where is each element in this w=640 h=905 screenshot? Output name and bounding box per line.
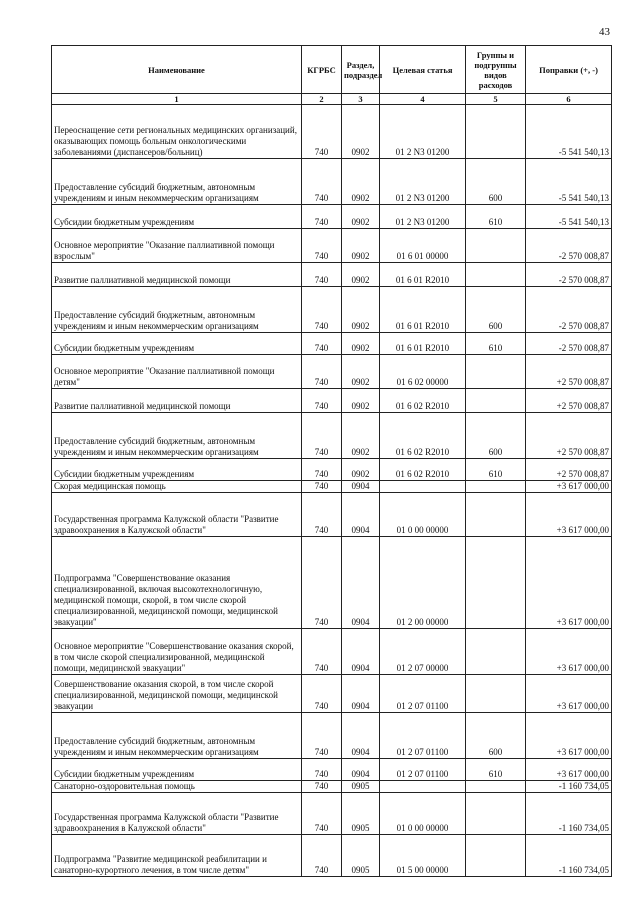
row-section: 0902: [342, 263, 380, 287]
row-target-article: 01 6 01 R2010: [380, 263, 466, 287]
row-kgrbs: 740: [302, 781, 342, 793]
row-amount: -1 160 734,05: [526, 793, 612, 835]
row-section: 0905: [342, 793, 380, 835]
row-section: 0905: [342, 781, 380, 793]
row-expense-type: 610: [466, 333, 526, 355]
row-kgrbs: 740: [302, 835, 342, 877]
table-row: [52, 105, 612, 159]
row-kgrbs: 740: [302, 537, 342, 629]
row-target-article: [380, 781, 466, 793]
row-name: Субсидии бюджетным учреждениям: [52, 759, 302, 781]
table-row: [52, 355, 612, 389]
row-expense-type: [466, 629, 526, 675]
row-section: 0904: [342, 493, 380, 537]
row-name: Предоставление субсидий бюджетным, автономным учреждениям и иным некоммерческим организациям: [52, 287, 302, 333]
row-kgrbs: 740: [302, 493, 342, 537]
row-section: 0902: [342, 205, 380, 229]
row-kgrbs: 740: [302, 459, 342, 481]
column-number: 4: [380, 94, 466, 105]
row-name: Санаторно-оздоровительная помощь: [52, 781, 302, 793]
row-target-article: 01 2 N3 01200: [380, 205, 466, 229]
row-kgrbs: 740: [302, 333, 342, 355]
row-section: 0905: [342, 835, 380, 877]
row-expense-type: 610: [466, 459, 526, 481]
table-header-row: [52, 46, 612, 94]
row-name: Государственная программа Калужской области "Развитие здравоохранения в Калужской области": [52, 793, 302, 835]
row-expense-type: [466, 675, 526, 713]
row-expense-type: [466, 781, 526, 793]
header-groups: Группы и подгруппы видов расходов: [466, 46, 526, 94]
table-row: [52, 675, 612, 713]
row-section: 0902: [342, 355, 380, 389]
row-section: 0902: [342, 229, 380, 263]
row-kgrbs: 740: [302, 159, 342, 205]
row-amount: -1 160 734,05: [526, 781, 612, 793]
table-row: [52, 793, 612, 835]
row-amount: +3 617 000,00: [526, 675, 612, 713]
row-name: Подпрограмма "Развитие медицинской реабилитации и санаторно-курортного лечения, в том числе детям": [52, 835, 302, 877]
row-section: 0902: [342, 105, 380, 159]
row-amount: -2 570 008,87: [526, 287, 612, 333]
row-name: Основное мероприятие "Оказание паллиативной помощи взрослым": [52, 229, 302, 263]
row-kgrbs: 740: [302, 793, 342, 835]
row-kgrbs: 740: [302, 263, 342, 287]
row-kgrbs: 740: [302, 105, 342, 159]
table-row: [52, 781, 612, 793]
table-row: [52, 159, 612, 205]
table-row: [52, 229, 612, 263]
row-kgrbs: 740: [302, 229, 342, 263]
row-target-article: 01 2 07 01100: [380, 713, 466, 759]
row-amount: -5 541 540,13: [526, 105, 612, 159]
budget-amendments-table: [51, 45, 612, 877]
row-amount: +2 570 008,87: [526, 389, 612, 413]
table-row: [52, 481, 612, 493]
column-number: 3: [342, 94, 380, 105]
row-section: 0904: [342, 629, 380, 675]
row-section: 0902: [342, 159, 380, 205]
row-expense-type: [466, 263, 526, 287]
row-amount: -2 570 008,87: [526, 229, 612, 263]
row-kgrbs: 740: [302, 675, 342, 713]
row-expense-type: [466, 493, 526, 537]
row-section: 0902: [342, 287, 380, 333]
row-target-article: 01 5 00 00000: [380, 835, 466, 877]
table-row: [52, 389, 612, 413]
row-kgrbs: 740: [302, 713, 342, 759]
row-amount: -2 570 008,87: [526, 333, 612, 355]
row-name: Развитие паллиативной медицинской помощи: [52, 263, 302, 287]
row-target-article: 01 2 07 01100: [380, 759, 466, 781]
row-target-article: 01 6 01 R2010: [380, 333, 466, 355]
row-section: 0904: [342, 675, 380, 713]
row-target-article: 01 2 00 00000: [380, 537, 466, 629]
row-kgrbs: 740: [302, 759, 342, 781]
row-section: 0904: [342, 759, 380, 781]
column-number: 1: [52, 94, 302, 105]
page-number: 43: [599, 26, 610, 38]
row-kgrbs: 740: [302, 629, 342, 675]
table-row: [52, 629, 612, 675]
row-expense-type: [466, 105, 526, 159]
row-target-article: 01 6 01 00000: [380, 229, 466, 263]
row-section: 0904: [342, 537, 380, 629]
row-section: 0902: [342, 333, 380, 355]
table-row: [52, 759, 612, 781]
row-name: Субсидии бюджетным учреждениям: [52, 333, 302, 355]
table-row: [52, 333, 612, 355]
row-expense-type: [466, 389, 526, 413]
row-name: Переоснащение сети региональных медицинских организаций, оказывающих помощь больным онкологическими заболеваниями (диспансеров/больниц): [52, 105, 302, 159]
row-target-article: 01 6 02 R2010: [380, 413, 466, 459]
header-amendments: Поправки (+, -): [526, 46, 612, 94]
row-amount: -1 160 734,05: [526, 835, 612, 877]
row-expense-type: [466, 793, 526, 835]
row-amount: -5 541 540,13: [526, 205, 612, 229]
row-name: Скорая медицинская помощь: [52, 481, 302, 493]
row-target-article: 01 2 07 00000: [380, 629, 466, 675]
row-target-article: 01 6 02 00000: [380, 355, 466, 389]
row-kgrbs: 740: [302, 287, 342, 333]
row-target-article: 01 2 N3 01200: [380, 105, 466, 159]
table-row: [52, 493, 612, 537]
column-number: 6: [526, 94, 612, 105]
row-amount: +3 617 000,00: [526, 537, 612, 629]
row-amount: -2 570 008,87: [526, 263, 612, 287]
row-expense-type: 610: [466, 759, 526, 781]
row-expense-type: [466, 537, 526, 629]
row-amount: +2 570 008,87: [526, 413, 612, 459]
row-target-article: [380, 481, 466, 493]
row-amount: +3 617 000,00: [526, 713, 612, 759]
table-row: [52, 263, 612, 287]
table-row: [52, 413, 612, 459]
row-kgrbs: 740: [302, 481, 342, 493]
column-number: 5: [466, 94, 526, 105]
row-target-article: 01 6 01 R2010: [380, 287, 466, 333]
row-section: 0902: [342, 389, 380, 413]
row-name: Предоставление субсидий бюджетным, автономным учреждениям и иным некоммерческим организациям: [52, 413, 302, 459]
row-amount: +3 617 000,00: [526, 493, 612, 537]
row-amount: +3 617 000,00: [526, 481, 612, 493]
row-amount: +2 570 008,87: [526, 355, 612, 389]
row-target-article: 01 0 00 00000: [380, 793, 466, 835]
row-amount: +3 617 000,00: [526, 629, 612, 675]
row-name: Предоставление субсидий бюджетным, автономным учреждениям и иным некоммерческим организациям: [52, 159, 302, 205]
row-kgrbs: 740: [302, 389, 342, 413]
row-expense-type: [466, 229, 526, 263]
row-kgrbs: 740: [302, 413, 342, 459]
row-amount: +3 617 000,00: [526, 759, 612, 781]
header-name: Наименование: [52, 46, 302, 94]
row-expense-type: 600: [466, 159, 526, 205]
row-target-article: 01 6 02 R2010: [380, 389, 466, 413]
row-target-article: 01 0 00 00000: [380, 493, 466, 537]
row-target-article: 01 2 07 01100: [380, 675, 466, 713]
row-name: Развитие паллиативной медицинской помощи: [52, 389, 302, 413]
table-row: [52, 835, 612, 877]
row-name: Субсидии бюджетным учреждениям: [52, 205, 302, 229]
row-name: Основное мероприятие "Совершенствование оказания скорой, в том числе скорой специализированной, медицинской помощи, медицинской эвакуации": [52, 629, 302, 675]
row-name: Субсидии бюджетным учреждениям: [52, 459, 302, 481]
row-amount: -5 541 540,13: [526, 159, 612, 205]
row-section: 0904: [342, 481, 380, 493]
row-kgrbs: 740: [302, 205, 342, 229]
row-target-article: 01 6 02 R2010: [380, 459, 466, 481]
row-expense-type: [466, 355, 526, 389]
header-target: Целевая статья: [380, 46, 466, 94]
header-kgrbs: КГРБС: [302, 46, 342, 94]
row-expense-type: [466, 481, 526, 493]
row-target-article: 01 2 N3 01200: [380, 159, 466, 205]
table-row: [52, 459, 612, 481]
column-number-row: [52, 94, 612, 105]
row-section: 0902: [342, 459, 380, 481]
row-name: Государственная программа Калужской области "Развитие здравоохранения в Калужской области": [52, 493, 302, 537]
row-name: Основное мероприятие "Оказание паллиативной помощи детям": [52, 355, 302, 389]
row-name: Совершенствование оказания скорой, в том числе скорой специализированной, медицинской помощи, медицинской эвакуации: [52, 675, 302, 713]
table-row: [52, 537, 612, 629]
row-kgrbs: 740: [302, 355, 342, 389]
row-amount: +2 570 008,87: [526, 459, 612, 481]
row-section: 0902: [342, 413, 380, 459]
row-expense-type: 600: [466, 287, 526, 333]
row-expense-type: 600: [466, 413, 526, 459]
row-expense-type: [466, 835, 526, 877]
row-name: Предоставление субсидий бюджетным, автономным учреждениям и иным некоммерческим организациям: [52, 713, 302, 759]
row-name: Подпрограмма "Совершенствование оказания специализированной, включая высокотехнологичную, медицинской помощи, скорой, в том числе скорой специализированной, медицинской помощи, медицинской эвакуации": [52, 537, 302, 629]
table-row: [52, 287, 612, 333]
header-section: Раздел, подраздел: [342, 46, 380, 94]
column-number: 2: [302, 94, 342, 105]
row-expense-type: 610: [466, 205, 526, 229]
row-expense-type: 600: [466, 713, 526, 759]
row-section: 0904: [342, 713, 380, 759]
table-row: [52, 713, 612, 759]
table-row: [52, 205, 612, 229]
